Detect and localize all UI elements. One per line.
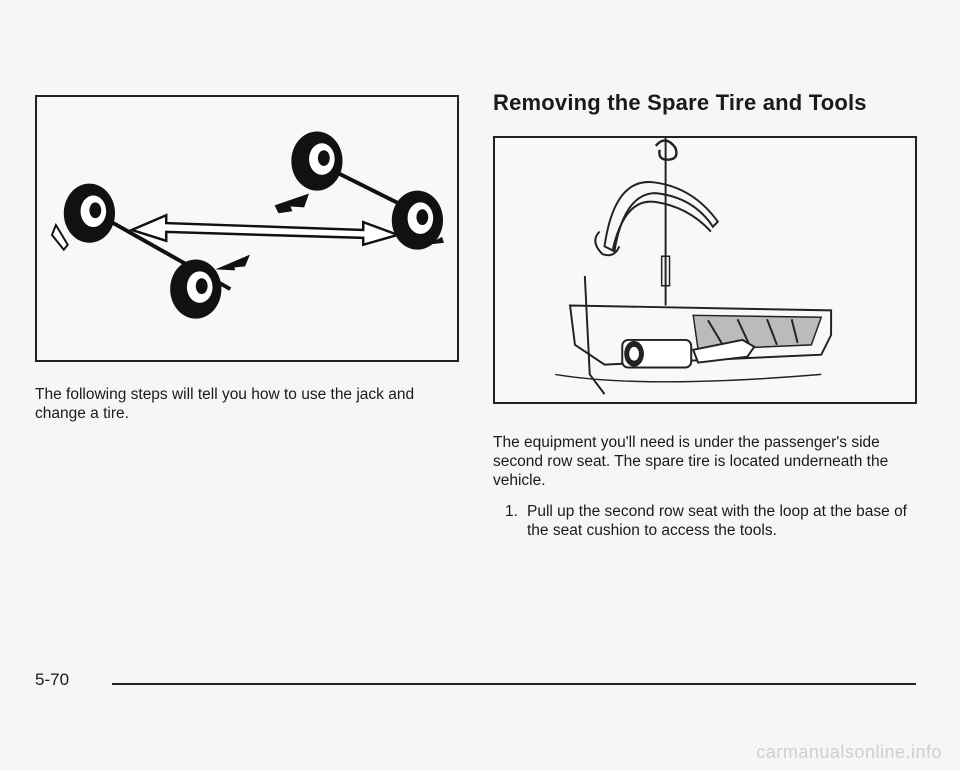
- tire-rear-right: [392, 191, 444, 250]
- equipment-paragraph: The equipment you'll need is under the passenger's side second row seat. The spare tire is located underneath the vehicle.: [493, 434, 889, 489]
- step-item: [505, 502, 915, 540]
- step-text: Pull up the second row seat with the loop at the base of the seat cushion to access the tools.: [527, 503, 907, 539]
- intro-paragraph: The following steps will tell you how to use the jack and change a tire.: [35, 386, 415, 422]
- tire-rotation-illustration: [35, 95, 459, 362]
- seat-frame-tube-1: [605, 182, 718, 251]
- tray-contents: [693, 315, 821, 349]
- page-number: 5-70: [35, 670, 70, 689]
- tire-rear-left: [291, 131, 342, 190]
- cross-arrow: [132, 215, 398, 245]
- jack-cylinder: [622, 340, 691, 368]
- tire-front-left: [52, 184, 115, 250]
- step-number: 1.: [505, 503, 518, 520]
- watermark: carmanualsonline.info: [756, 742, 942, 762]
- section-heading: Removing the Spare Tire and Tools: [493, 90, 867, 115]
- tire-rotation-diagram: [37, 97, 457, 360]
- seat-tools-illustration: [493, 136, 917, 404]
- arrow-down-left-tail: [215, 262, 235, 270]
- seat-tools-drawing: [495, 138, 915, 402]
- tire-front-right: [170, 260, 221, 319]
- footer-rule: [112, 683, 916, 685]
- side-panel-edge: [585, 276, 605, 394]
